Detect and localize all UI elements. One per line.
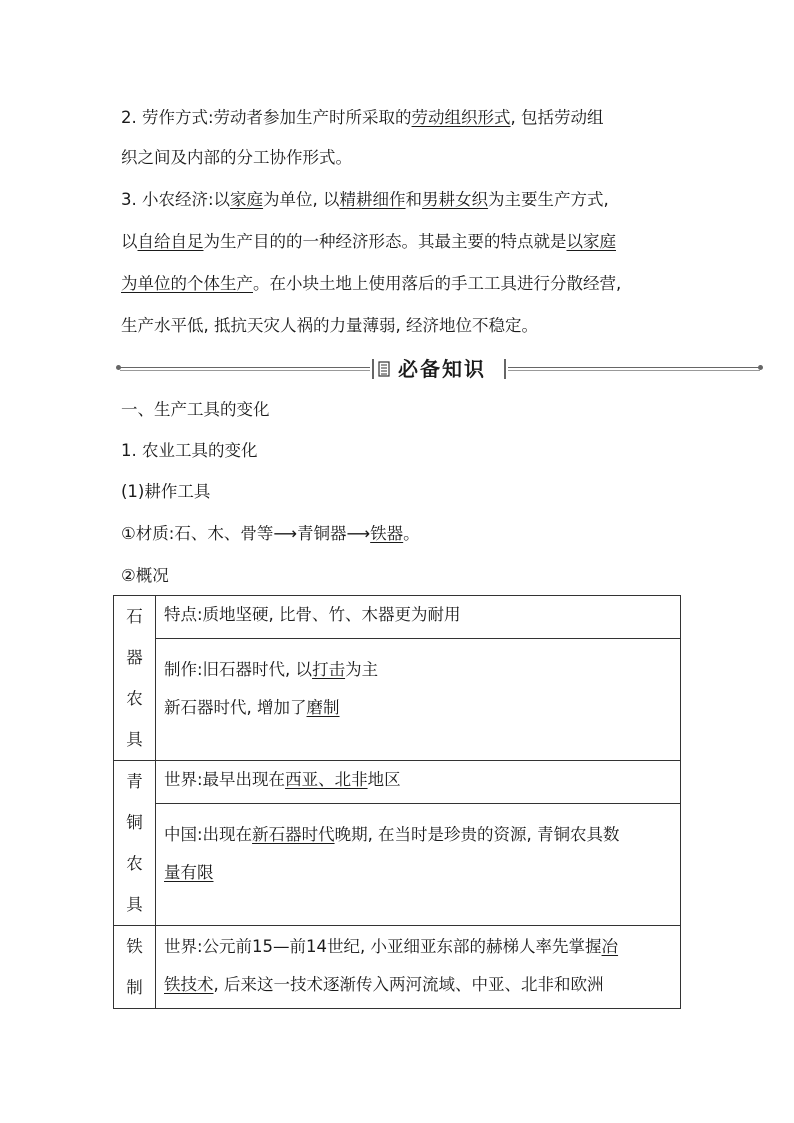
text: 世界:公元前15—前14世纪, 小亚细亚东部的赫梯人率先掌握 bbox=[164, 937, 602, 956]
bronze-china-line-2 bbox=[164, 862, 674, 884]
text: 生产水平低, 抵抗天灾人祸的力量薄弱, 经济地位不稳定。 bbox=[121, 316, 538, 335]
bronze-world-cell bbox=[156, 761, 681, 804]
underlined-term: 劳动组织形式 bbox=[411, 108, 511, 127]
banner-title: 必备知识 bbox=[398, 357, 486, 381]
stone-feature-cell bbox=[156, 596, 681, 639]
bronze-world-line bbox=[164, 769, 674, 791]
bronze-china-line-1 bbox=[164, 824, 674, 846]
material-line bbox=[121, 523, 420, 545]
text: 。在小块土地上使用落后的手工工具进行分散经营, bbox=[253, 274, 622, 293]
text: 为主要生产方式, bbox=[488, 190, 609, 209]
section-heading-agri-tools bbox=[121, 440, 258, 462]
underlined-term: 新石器时代 bbox=[252, 825, 335, 844]
row-head-bronze bbox=[114, 761, 156, 926]
section-heading-farming-tools bbox=[121, 481, 210, 503]
text: 2. 劳作方式:劳动者参加生产时所采取的 bbox=[121, 108, 412, 127]
text: ①材质:石、木、骨等 bbox=[121, 524, 274, 543]
paragraph-small-peasant-line-2 bbox=[121, 231, 616, 253]
paragraph-labor-mode-line-2 bbox=[121, 147, 352, 169]
underlined-term: 为单位的个体生产 bbox=[121, 274, 253, 293]
table-row bbox=[114, 804, 681, 926]
text: 中国:出现在 bbox=[164, 825, 253, 844]
paragraph-small-peasant-line-3 bbox=[121, 273, 621, 295]
underlined-term: 磨制 bbox=[306, 698, 340, 717]
text: 为单位, 以 bbox=[263, 190, 340, 209]
head-char: 农 bbox=[126, 689, 143, 708]
text: 青铜器 bbox=[297, 524, 347, 543]
underlined-term: 冶 bbox=[601, 937, 619, 956]
paragraph-labor-mode-line-1 bbox=[121, 107, 604, 129]
underlined-term: 以家庭 bbox=[566, 232, 616, 251]
section-heading-tools bbox=[121, 399, 270, 421]
underlined-term: 铁器 bbox=[370, 524, 404, 543]
iron-world-cell bbox=[156, 926, 681, 1009]
stone-make-line-1 bbox=[164, 659, 674, 681]
bronze-china-cell bbox=[156, 804, 681, 926]
paragraph-small-peasant-line-4 bbox=[121, 315, 538, 337]
underlined-term: 家庭 bbox=[230, 190, 264, 209]
text: 为主 bbox=[345, 660, 379, 679]
text: 新石器时代, 增加了 bbox=[164, 698, 307, 717]
stone-make-line-2 bbox=[164, 697, 674, 719]
underlined-term: 打击 bbox=[312, 660, 346, 679]
text: ②概况 bbox=[121, 566, 169, 585]
text: 。 bbox=[403, 524, 420, 543]
banner-rule-right-lower bbox=[508, 370, 760, 371]
text: 晚期, 在当时是珍贵的资源, 青铜农具数 bbox=[334, 825, 620, 844]
text: , 后来这一技术逐渐传入两河流域、中亚、北非和欧洲 bbox=[213, 975, 604, 994]
underlined-term: 精耕细作 bbox=[339, 190, 406, 209]
text: 和 bbox=[405, 190, 423, 209]
banner-rule-left bbox=[120, 367, 370, 368]
head-char: 石 bbox=[126, 607, 143, 626]
iron-world-line-2 bbox=[164, 974, 674, 996]
iron-world-line-1 bbox=[164, 936, 674, 958]
underlined-term: 西亚、北非 bbox=[285, 770, 368, 789]
book-icon bbox=[378, 361, 390, 377]
text: 以 bbox=[121, 232, 138, 251]
paragraph-small-peasant-line-1 bbox=[121, 189, 609, 211]
text: 一、生产工具的变化 bbox=[121, 400, 270, 419]
head-char: 具 bbox=[126, 730, 143, 749]
text: , 包括劳动组 bbox=[510, 108, 604, 127]
table-row bbox=[114, 596, 681, 639]
head-char: 器 bbox=[126, 648, 143, 667]
head-char: 铁 bbox=[126, 937, 143, 956]
underlined-term: 男耕女织 bbox=[422, 190, 489, 209]
arrow-icon: ⟶ bbox=[273, 524, 298, 543]
banner-bar-left bbox=[372, 359, 374, 379]
underlined-term: 自给自足 bbox=[137, 232, 204, 251]
underlined-term: 铁技术 bbox=[164, 975, 214, 994]
tools-table bbox=[113, 595, 681, 1009]
banner-rule-right bbox=[508, 367, 760, 368]
text: 织之间及内部的分工协作形式。 bbox=[121, 148, 352, 167]
head-char: 铜 bbox=[126, 813, 143, 832]
table-row bbox=[114, 926, 681, 1009]
underlined-term: 量有限 bbox=[164, 863, 214, 882]
stone-make-cell bbox=[156, 639, 681, 761]
text: 为生产目的的一种经济形态。其最主要的特点就是 bbox=[203, 232, 567, 251]
overview-heading bbox=[121, 565, 169, 587]
section-banner bbox=[120, 355, 760, 385]
head-char: 青 bbox=[126, 772, 143, 791]
banner-bar-right bbox=[504, 359, 506, 379]
text: 特点:质地坚硬, 比骨、竹、木器更为耐用 bbox=[164, 605, 461, 624]
text: 地区 bbox=[367, 770, 401, 789]
banner-dot-right bbox=[758, 365, 763, 370]
table-row bbox=[114, 761, 681, 804]
row-head-stone bbox=[114, 596, 156, 761]
head-char: 农 bbox=[126, 854, 143, 873]
text: 世界:最早出现在 bbox=[164, 770, 286, 789]
text: 3. 小农经济:以 bbox=[121, 190, 231, 209]
head-char: 具 bbox=[126, 895, 143, 914]
text: (1)耕作工具 bbox=[121, 482, 211, 501]
arrow-icon: ⟶ bbox=[346, 524, 371, 543]
table-row bbox=[114, 639, 681, 761]
text: 制作:旧石器时代, 以 bbox=[164, 660, 313, 679]
row-head-iron bbox=[114, 926, 156, 1009]
head-char: 制 bbox=[126, 978, 143, 997]
text: 1. 农业工具的变化 bbox=[121, 441, 258, 460]
banner-rule-left-lower bbox=[120, 370, 370, 371]
